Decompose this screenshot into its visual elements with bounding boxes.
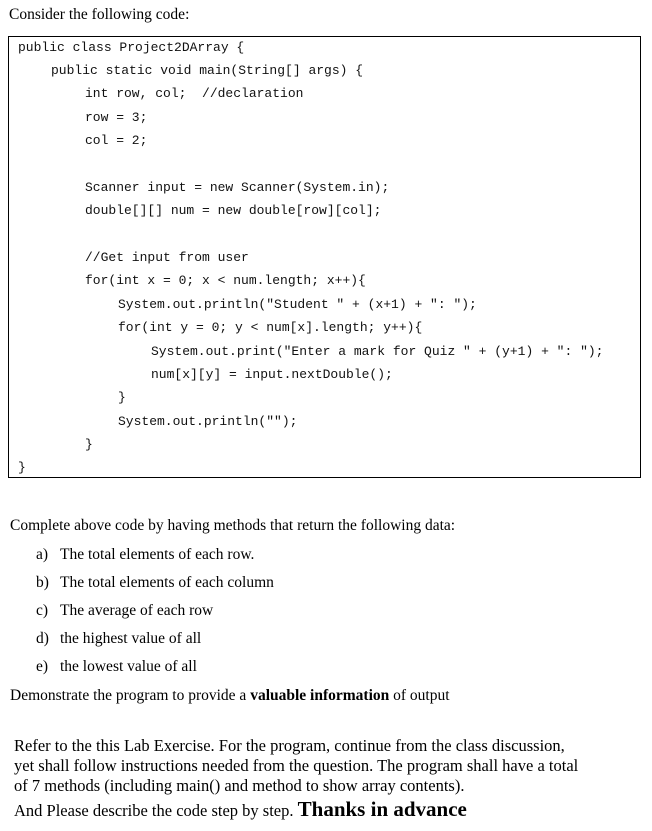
list-marker: d) — [36, 630, 49, 647]
code-line: //Get input from user — [85, 250, 249, 265]
list-marker: a) — [36, 546, 49, 563]
list-marker: e) — [36, 658, 49, 675]
code-line: System.out.print("Enter a mark for Quiz " + (y+1) + ": "); — [151, 344, 604, 359]
code-line: } — [85, 437, 93, 452]
demo-text — [10, 686, 450, 706]
list-marker: b) — [36, 574, 49, 591]
code-line: int row, col; //declaration — [85, 86, 304, 101]
code-line: System.out.println("Student " + (x+1) + ": "); — [118, 297, 477, 312]
list-text: The total elements of each column — [60, 574, 274, 591]
list-text: the highest value of all — [60, 630, 202, 647]
list-text: The total elements of each row. — [60, 546, 255, 563]
closing-text: And Please describe the code step by step. — [14, 801, 298, 820]
code-line: Scanner input = new Scanner(System.in); — [85, 180, 390, 195]
code-line: } — [118, 390, 126, 405]
task-text: Complete above code by having methods that return the following data: — [10, 517, 456, 534]
closing-line — [14, 797, 467, 823]
code-line: col = 2; — [85, 133, 148, 148]
demo-text-after: of output — [389, 687, 450, 704]
thanks-text: Thanks in advance — [297, 797, 467, 821]
demo-text-before: Demonstrate the program to provide a — [10, 687, 251, 704]
list-item — [36, 573, 274, 593]
intro-text: Consider the following code: — [9, 6, 190, 23]
code-line: for(int x = 0; x < num.length; x++){ — [85, 273, 366, 288]
note-line: Refer to the this Lab Exercise. For the program, continue from the class discussion, — [14, 736, 565, 755]
demo-text-bold: valuable information — [250, 687, 390, 704]
code-line: row = 3; — [85, 110, 148, 125]
code-line: } — [18, 460, 26, 475]
code-line: System.out.println(""); — [118, 414, 298, 429]
code-line: public static void main(String[] args) { — [51, 63, 364, 78]
code-line: double[][] num = new double[row][col]; — [85, 203, 382, 218]
list-item — [36, 657, 197, 677]
code-line: num[x][y] = input.nextDouble(); — [151, 367, 393, 382]
list-item — [36, 629, 201, 649]
list-marker: c) — [36, 602, 49, 619]
note-line: yet shall follow instructions needed from the question. The program shall have a total — [14, 756, 579, 775]
code-line: public class Project2DArray { — [18, 40, 245, 55]
code-block — [8, 36, 641, 478]
list-item — [36, 601, 213, 621]
list-text: the lowest value of all — [60, 658, 197, 675]
code-line: for(int y = 0; y < num[x].length; y++){ — [118, 320, 423, 335]
note-line: of 7 methods (including main() and method to show array contents). — [14, 776, 465, 795]
list-text: The average of each row — [60, 602, 214, 619]
list-item — [36, 545, 254, 565]
